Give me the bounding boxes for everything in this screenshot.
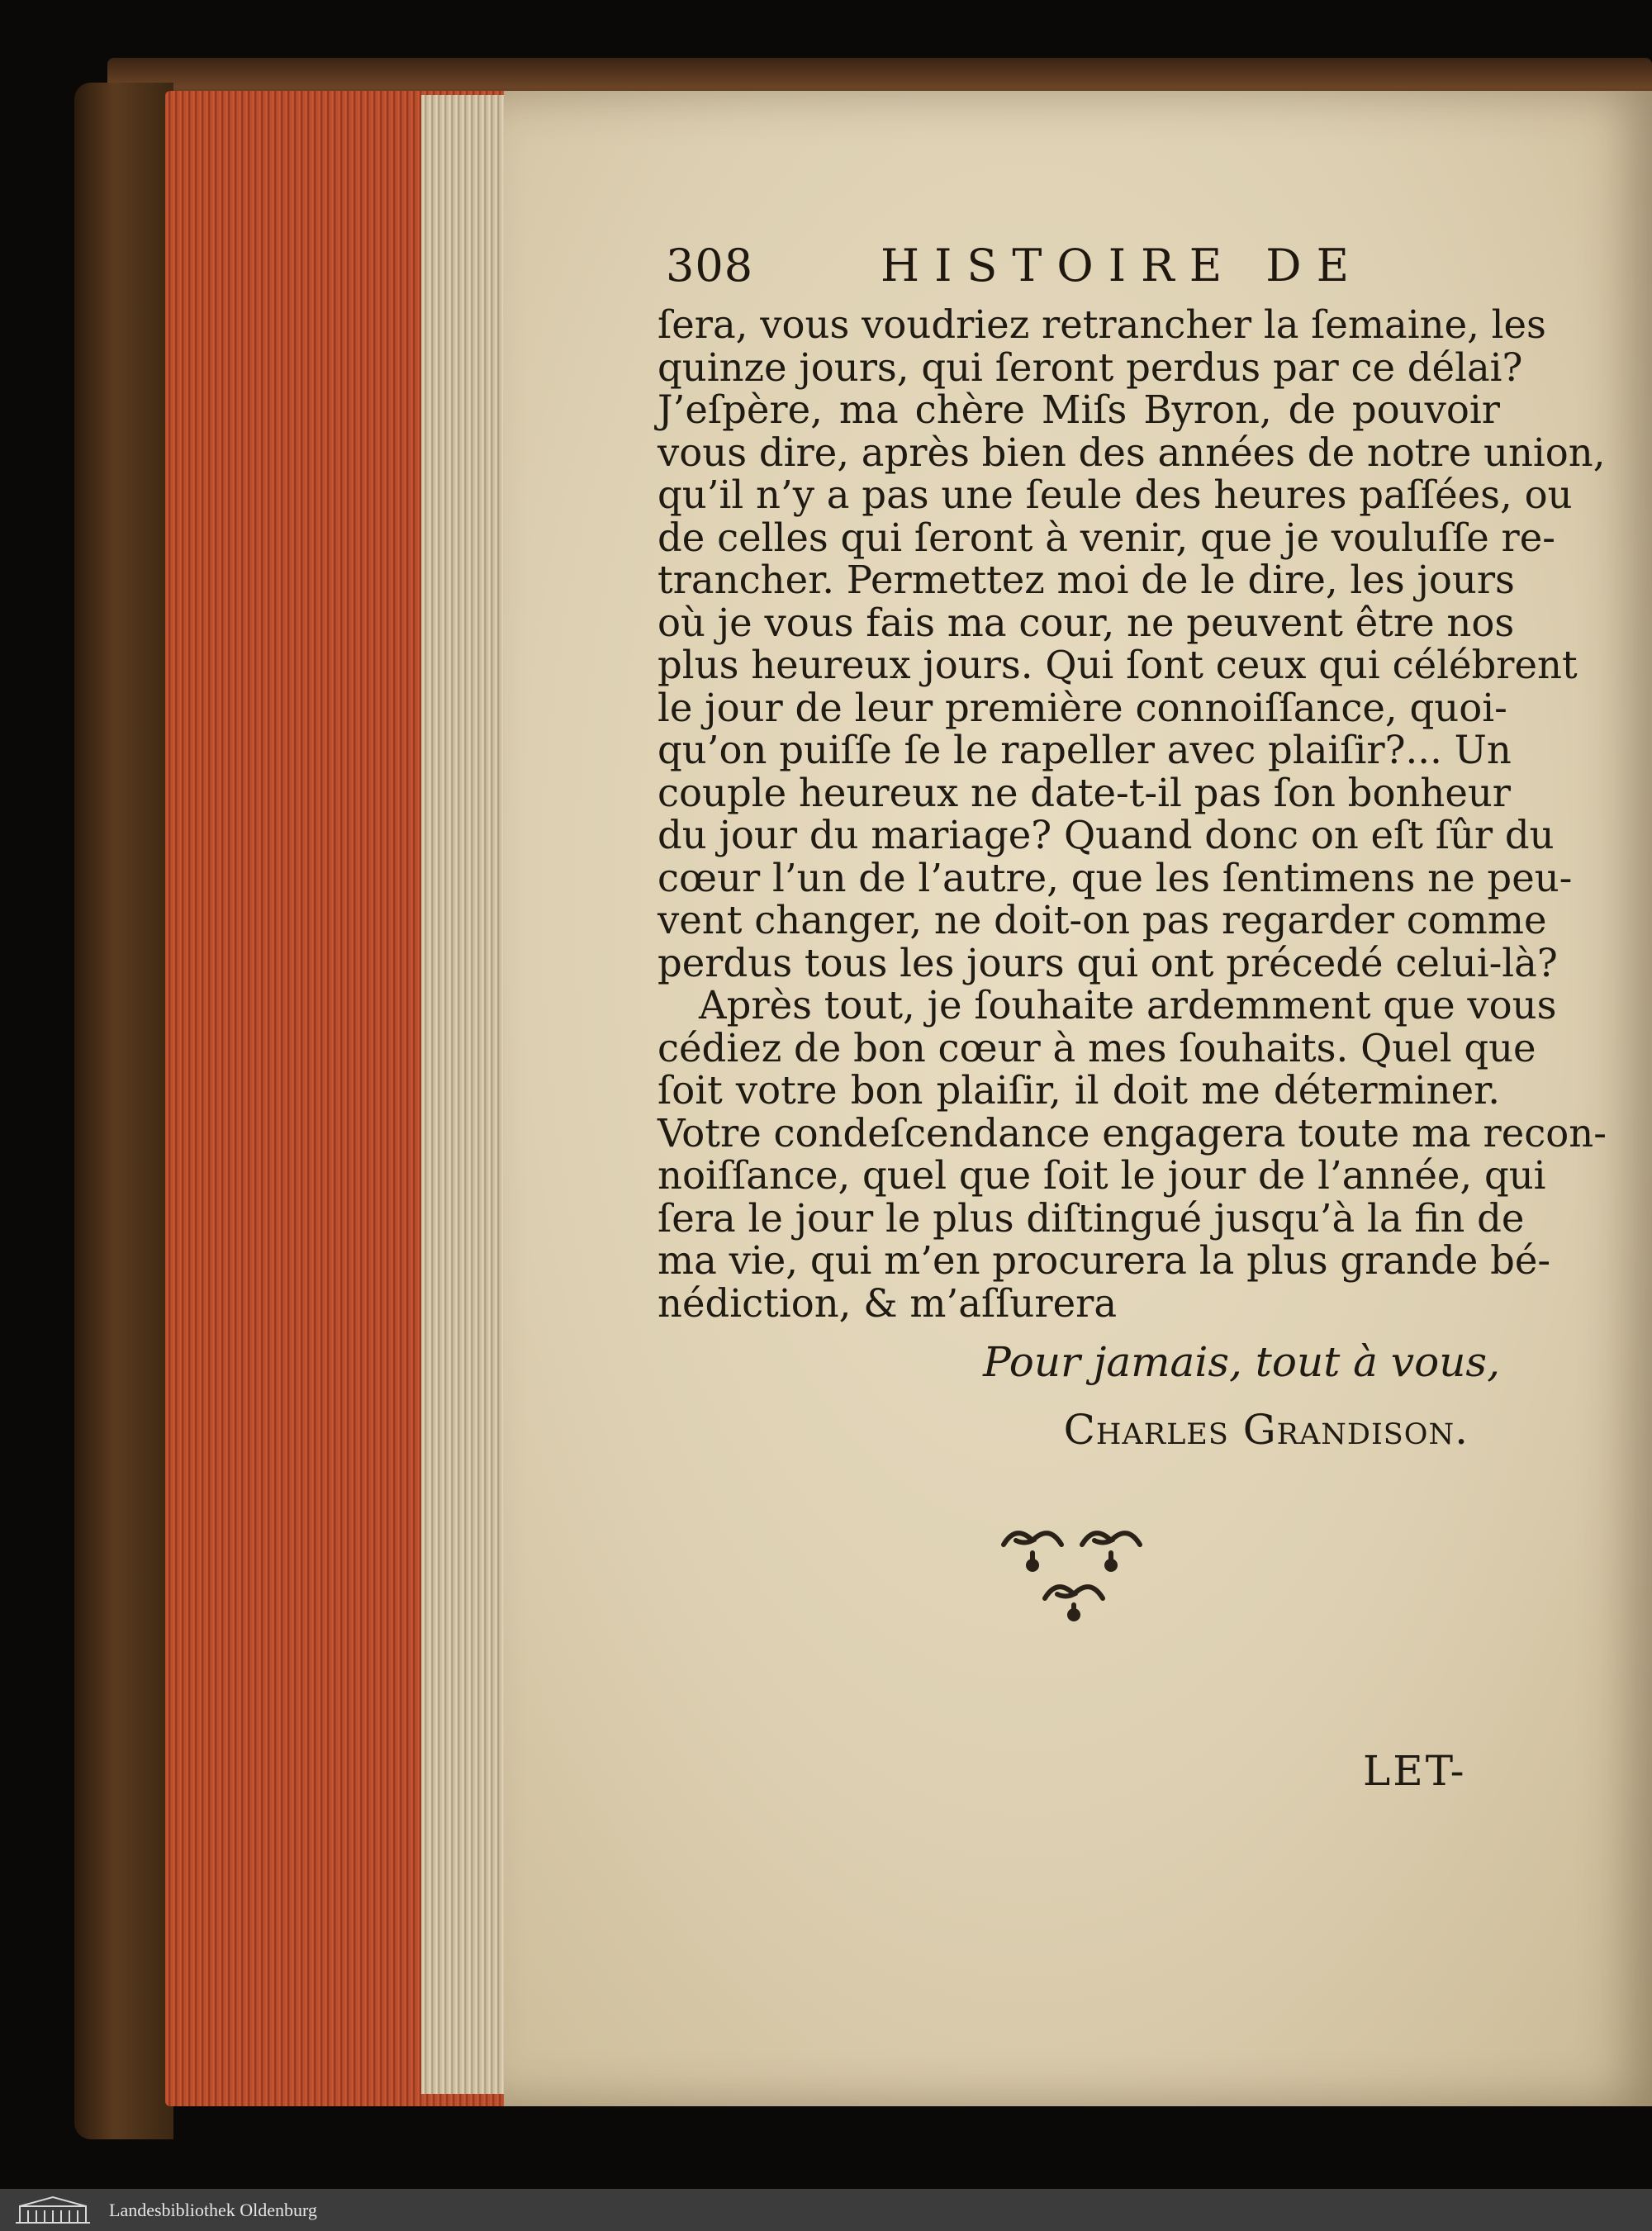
text-line: ſera, vous voudriez retrancher la ſemaine, les [657,302,1546,347]
text-line: ma vie, qui m’en procurera la plus grande bé- [657,1238,1551,1283]
text-line: qu’il n’y a pas une ſeule des heures paſſées, ou [657,472,1573,517]
catchword: LET- [1363,1747,1467,1795]
text-line: trancher. Permettez moi de le dire, les jours [657,558,1515,602]
text-line: quinze jours, qui ſeront perdus par ce délai? [657,344,1523,390]
text-line: couple heureux ne date-t-il pas ſon bonheur [657,770,1512,815]
page-edges-inner [421,95,512,2094]
text-line: Votre condeſcendance engagera toute ma recon- [657,1110,1607,1156]
text-line: Après tout, je ſouhaite ardemment que vous [699,983,1557,1028]
book-spine [74,83,173,2139]
text-line: cœur l’un de l’autre, que les ſentimens ne peu- [657,855,1573,900]
fleuron-ornament-icon [987,1516,1161,1623]
text-line: le jour de leur première connoiſſance, quoi- [657,685,1507,730]
text-line: vous dire, après bien des années de notre union, [657,430,1606,475]
running-title: HISTOIRE DE [881,240,1364,292]
salutation: Pour jamais, tout à vous, [983,1338,1500,1386]
letter-body [657,302,1607,1326]
text-line: nédiction, & m’aſſurera [657,1280,1118,1326]
text-line: noiſſance, quel que ſoit le jour de l’année, qui [657,1153,1546,1198]
text-line: où je vous fais ma cour, ne peuvent être nos [657,600,1515,645]
text-line: qu’on puiſſe ſe le rapeller avec plaiſir?... Un [657,728,1512,772]
text-line: ſoit votre bon plaiſir, il doit me déterminer. [657,1068,1500,1113]
text-line: J’eſpère, ma chère Miſs Byron, de pouvoir [657,387,1500,432]
page-number: 308 [666,240,754,292]
text-line: ſera le jour le plus diſtingué jusqu’à la fin de [657,1195,1525,1241]
letter-closing [657,1338,1500,1454]
library-footer [0,2189,1652,2231]
text-line: vent changer, ne doit-on pas regarder comme [657,898,1547,942]
institution-name: Landesbibliothek Oldenburg [109,2200,317,2220]
text-line: plus heureux jours. Qui ſont ceux qui célébrent [657,643,1578,687]
text-line: perdus tous les jours qui ont précedé celui-là? [657,940,1558,985]
signature: Charles Grandison. [1063,1406,1469,1454]
running-head [666,240,1500,292]
text-line: de celles qui ſeront à venir, que je vouluſſe re- [657,515,1556,560]
text-line: du jour du mariage? Quand donc on eſt ſûr du [657,813,1555,857]
text-line: cédiez de bon cœur à mes ſouhaits. Quel que [657,1025,1536,1070]
library-building-icon [12,2194,94,2227]
